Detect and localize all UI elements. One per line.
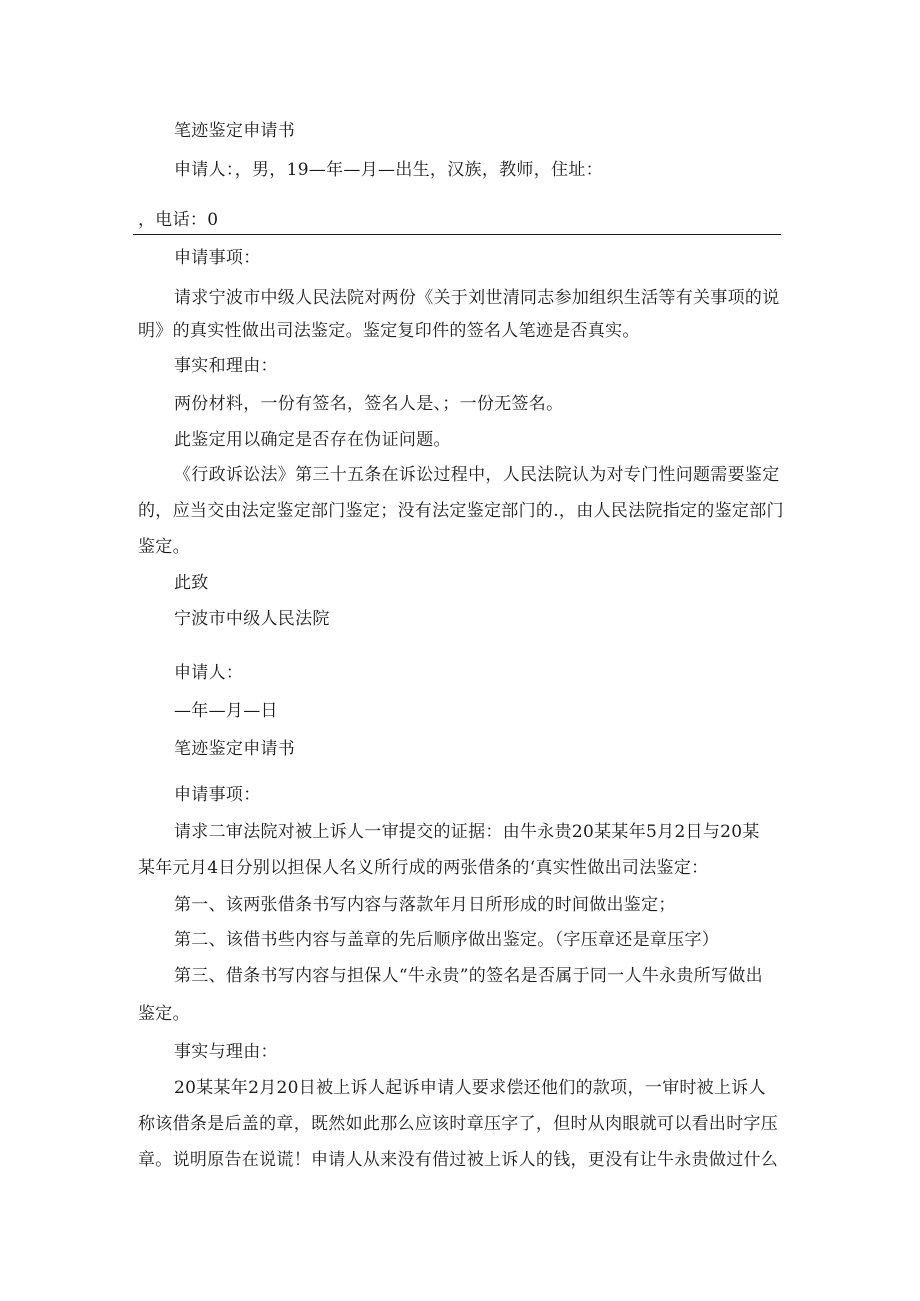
doc2-facts-line-2: 称该借条是后盖的章，既然如此那么应该时章压字了，但时从肉眼就可以看出时字压 (138, 1114, 779, 1134)
doc2-facts-heading: 事实与理由： (174, 1042, 278, 1062)
doc1-matters-line-1: 请求宁波市中级人民法院对两份《关于刘世清同志参加组织生活等有关事项的说 (174, 288, 780, 308)
doc2-matters-heading: 申请事项： (174, 785, 261, 805)
doc1-court: 宁波市中级人民法院 (174, 609, 330, 629)
doc2-item-3-line-1: 第三、借条书写内容与担保人“牛永贵”的签名是否属于同一人牛永贵所写做出 (174, 966, 763, 986)
doc2-matters-line-1: 请求二审法院对被上诉人一审提交的证据：由牛永贵20某某年5月2日与20某 (174, 822, 760, 842)
doc1-phone-line: ，电话：0 (138, 210, 219, 230)
doc2-matters-line-2: 某年元月4日分别以担保人名义所行成的两张借条的‘真实性做出司法鉴定： (138, 858, 709, 878)
doc2-title: 笔迹鉴定申请书 (174, 739, 296, 759)
doc2-facts-line-3: 章。说明原告在说谎！申请人从来没有借过被上诉人的钱，更没有让牛永贵做过什么 (138, 1150, 779, 1170)
doc2-item-3-line-2: 鉴定。 (138, 1004, 190, 1024)
doc2-facts-line-1: 20某某年2月20日被上诉人起诉申请人要求偿还他们的款项，一审时被上诉人 (174, 1078, 766, 1098)
doc1-title: 笔迹鉴定申请书 (174, 121, 296, 141)
doc1-salutation: 此致 (174, 573, 209, 593)
doc1-sign-date: —年—月—日 (174, 701, 278, 721)
doc1-matters-line-2: 明》的真实性做出司法鉴定。鉴定复印件的签名人笔迹是否真实。 (138, 321, 640, 341)
underline-rule (133, 234, 781, 235)
doc1-facts-heading: 事实和理由： (174, 356, 278, 376)
doc2-item-2: 第二、该借书些内容与盖章的先后顺序做出鉴定。（字压章还是章压字） (174, 930, 720, 950)
doc1-applicant-line: 申请人：，男，19—年—月—出生，汉族，教师，住址： (174, 160, 603, 180)
doc1-sign-applicant: 申请人： (174, 663, 244, 683)
doc1-law-line-2: 的，应当交由法定鉴定部门鉴定；没有法定鉴定部门的.，由人民法院指定的鉴定部门 (138, 501, 784, 521)
doc1-matters-heading: 申请事项： (174, 248, 261, 268)
doc1-law-line-3: 鉴定。 (138, 537, 190, 557)
doc1-facts-line-1: 两份材料，一份有签名，签名人是、；一份无签名。 (174, 394, 564, 414)
doc1-facts-line-2: 此鉴定用以确定是否存在伪证问题。 (174, 430, 451, 450)
doc1-law-line-1: 《行政诉讼法》第三十五条在诉讼过程中，人民法院认为对专门性问题需要鉴定 (174, 465, 780, 485)
doc2-item-1: 第一、该两张借条书写内容与落款年月日所形成的时间做出鉴定； (174, 895, 676, 915)
